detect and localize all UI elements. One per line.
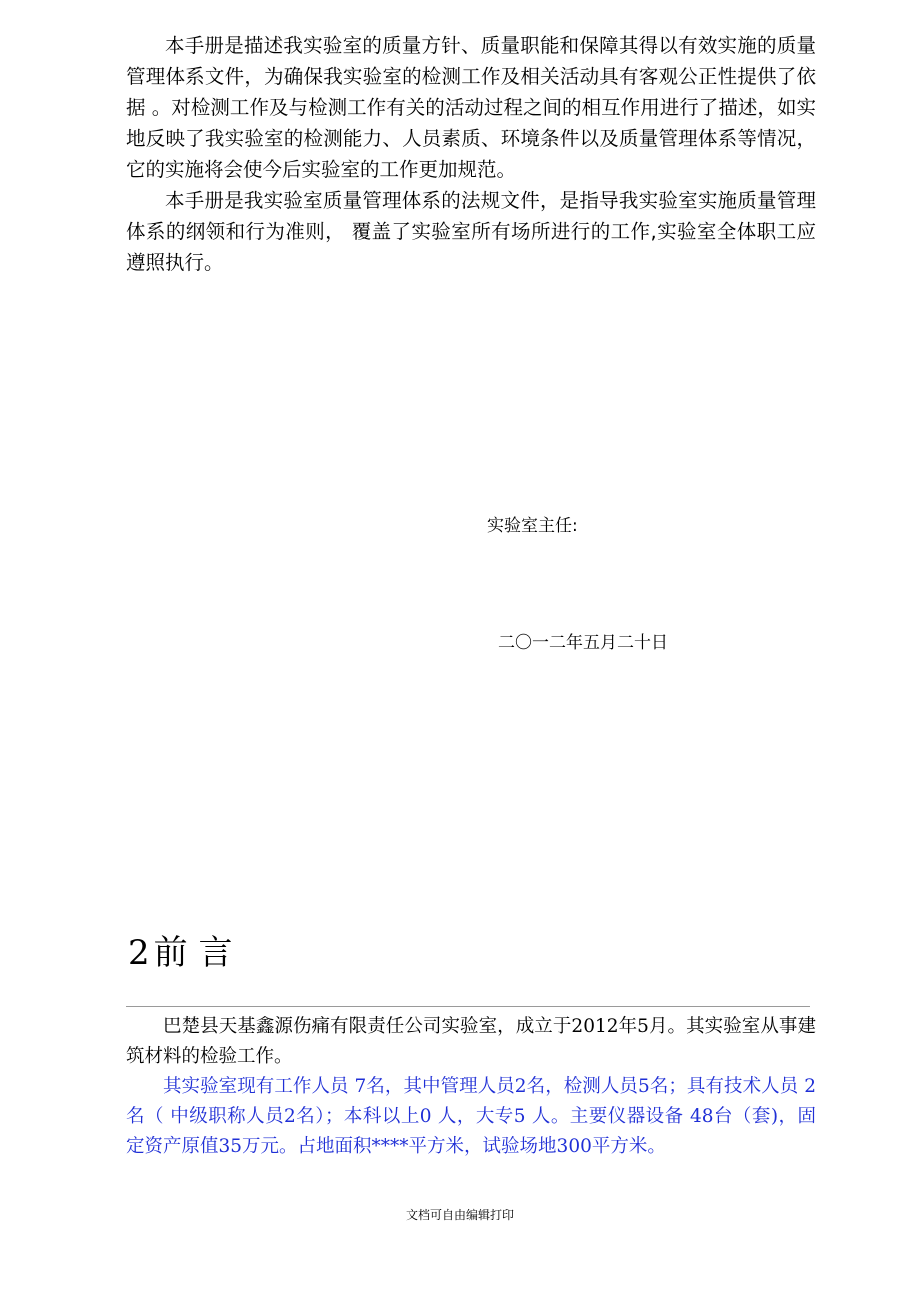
intro-section <box>126 30 816 278</box>
footer-note: 文档可自由编辑打印 <box>405 1208 514 1222</box>
intro-paragraph-2: 本手册是我实验室质量管理体系的法规文件，是指导我实验室实施质量管理体系的纲领和行为准则， 覆盖了实验室所有场所进行的工作,实验室全体职工应遵照执行。 <box>126 189 816 274</box>
section-title: 前 言 <box>153 933 233 973</box>
heading-divider <box>126 1006 810 1007</box>
section-heading <box>128 930 232 976</box>
preface-paragraph-2: 其实验室现有工作人员 7名，其中管理人员2名，检测人员5名；具有技术人员 2名（ 中级职称人员2名）；本科以上0 人，大专5 人。主要仪器设备 48台（套)，固定资产原值35万元。占地面积****平方米，试验场地300平方米。 <box>126 1076 816 1157</box>
signature-date: 二〇一二年五月二十日 <box>498 633 668 653</box>
section-number: 2 <box>128 933 150 973</box>
preface-section <box>126 1012 816 1162</box>
intro-paragraph-1: 本手册是描述我实验室的质量方针、质量职能和保障其得以有效实施的质量管理体系文件，为确保我实验室的检测工作及相关活动具有客观公正性提供了依据 。对检测工作及与检测工作有关的活动过程之间的相互作用进行了描述，如实地反映了我实验室的检测能力、人员素质、环境条件以及质量管理体系等情况，它的实施将会使今后实验室的工作更加规范。 <box>126 34 816 181</box>
preface-paragraph-1: 巴楚县天基鑫源伤痛有限责任公司实验室，成立于2012年5月。其实验室从事建筑材料的检验工作。 <box>126 1016 816 1067</box>
director-signature-label: 实验室主任: <box>487 516 578 536</box>
